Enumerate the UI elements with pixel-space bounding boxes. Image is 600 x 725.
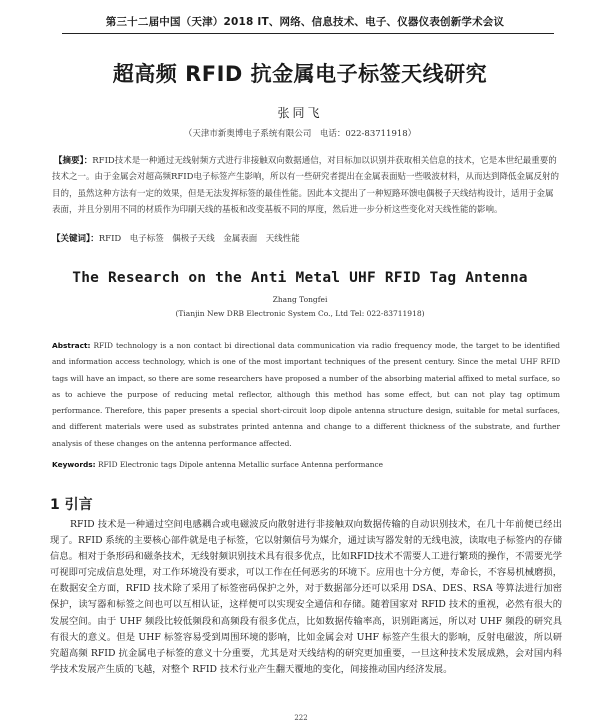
keywords-cn-label: 【关键词】： [52,234,99,244]
page-number: 222 [294,714,308,722]
paper-title-cn: 超高频 RFID 抗金属电子标签天线研究 [112,62,488,86]
abstract-en-text: RFID technology is a non contact bi directional data communication via radio frequency mode, the target to be identified and information access technology, which is one of the most important techniques of the present century. Since the metal UHF RFID tags will have an impact, so there are some researchers have proposed a number of the absorbing material affixed to metal surface, so as to achieve the purpose of reducing metal reflector, although this method has some effect, but can not play tag optimum performance. Therefore, this paper presents a special short-circuit loop dipole antenna structure design, suitable for metal surfaces, and different materials were used as substrates printed antenna and change to a different thickness of the substrate, and further analysis of these changes on the antenna performance affected. [52,341,560,448]
affiliation-en: (Tianjin New DRB Electronic System Co., Ltd Tel: 022-83711918) [175,309,425,318]
affiliation-cn: （天津市新奥博电子系统有限公司 电话：022-83711918） [183,129,417,139]
keywords-cn [52,232,560,244]
paper-title-en: The Research on the Anti Metal UHF RFID Tag Antenna [72,270,528,286]
keywords-en-text: RFID Electronic tags Dipole antenna Metallic surface Antenna performance [97,460,384,469]
author-en: Zhang Tongfei [272,295,328,304]
keywords-cn-text: RFID 电子标签 偶极子天线 金属表面 天线性能 [98,234,300,244]
abstract-en [52,338,560,452]
abstract-cn-text: RFID技术是一种通过无线射频方式进行非接触双向数据通信，对目标加以识别并获取相关信息的技术，它是本世纪最重要的技术之一。由于金属会对超高频RFID电子标签产生影响，所以有一些研究者提出在金属表面贴一些吸波材料，从而达到降低金属反射的目的，虽然这种方法有一定的效果，但是无法发挥标签的最佳性能。因此本文提出了一种短路环馈电偶极子天线结构设计，适用于金属表面，并且分别用不同的材质作为印刷天线的基板和改变基板不同的厚度，然后进一步分析这些变化对天线性能的影响。 [52,156,559,215]
running-head: 第三十二届中国（天津）2018 IT、网络、信息技术、电子、仪器仪表创新学术会议 [105,16,505,28]
keywords-en-label: Keywords: [52,460,96,469]
author-cn: 张同飞 [277,106,323,120]
abstract-cn-label: 【摘要】： [54,156,93,166]
section-body-intro: RFID 技术是一种通过空间电感耦合或电磁波反向散射进行非接触双向数据传输的自动识别技术，在几十年前便已经出现了。RFID 系统的主要核心部件就是电子标签，它以射频信号为媒介，通过读写器发射的无线电波，读取电子标签内的存储信息。相对于条形码和磁条技术，无线射频识别技术具有很多优点，比如RFID技术不需要人工进行繁琐的操作，不需要光学可视即可完成信息处理，对工作环境没有要求，可以工作在任何恶劣的环境下。应用也十分方便，寿命长，不容易机械磨损，在数据安全方面，RFID 技术除了采用了标签密码保护之外，对于数据部分还可以采用 DSA、DES、RSA 等算法进行加密保护，读写器和标签之间也可以互相认证，这样便可以实现安全通信和存储。随着国家对 RFID 技术的重视，必然有很大的发展空间。由于 UHF 频段比较低频段和高频段有很多优点，比如数据传输率高，识别距离远，所以对 UHF 频段的研究具有很大的意义。但是 UHF 标签容易受到周围环境的影响，比如金属会对 UHF 标签产生很大的影响，反射电磁波，所以研究超高频 RFID 抗金属电子标签的意义十分重要，尤其是对天线结构的研究更加重要，一旦这种技术发展成熟，会对国内科学技术发展产生质的飞越，对整个 RFID 技术行业产生翻天覆地的变化，间接推动国内经济发展。 [50,519,562,675]
keywords-en [52,460,560,469]
header-rule [62,33,554,34]
abstract-en-label: Abstract: [52,341,91,350]
section-heading-intro: 1 引言 [50,497,93,513]
abstract-cn [52,153,560,218]
